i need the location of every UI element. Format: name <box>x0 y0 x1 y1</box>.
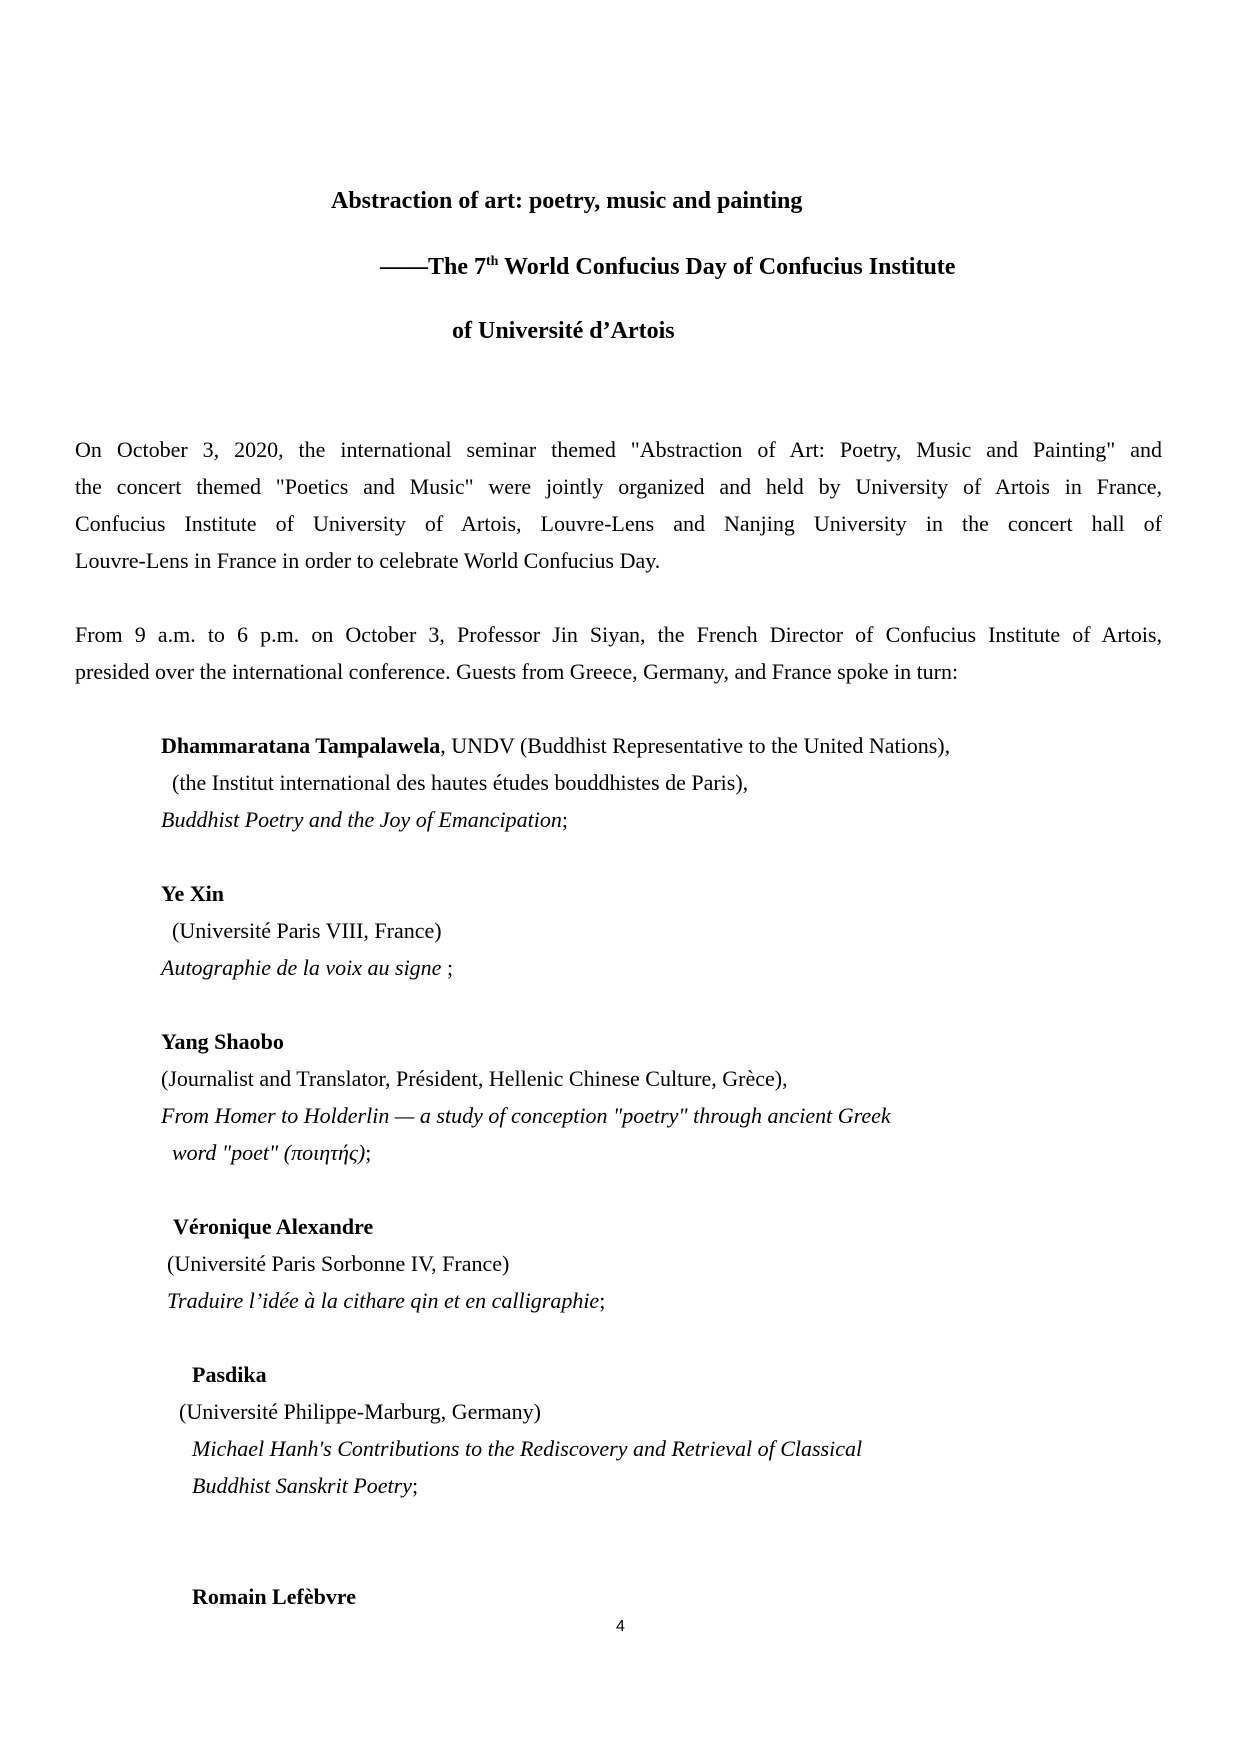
title-ordinal: The 7 <box>428 254 487 280</box>
title-superscript: th <box>486 254 499 269</box>
talk-title: Traduire l’idée à la cithare qin et en calligraphie <box>167 1288 600 1313</box>
speaker-talk <box>192 1467 418 1504</box>
intro-paragraph <box>75 431 1162 579</box>
paragraph-line: the concert themed "Poetics and Music" were jointly organized and held by University of Artois in France, <box>75 474 1162 499</box>
speaker-affiliation: (Université Philippe-Marburg, Germany) <box>179 1399 541 1424</box>
speaker-name: Yang Shaobo <box>161 1029 284 1054</box>
title-dash: —— <box>380 254 428 280</box>
talk-title: Autographie de la voix au signe <box>161 955 442 980</box>
talk-title: Buddhist Poetry and the Joy of Emancipation <box>161 807 562 832</box>
schedule-paragraph <box>75 616 1162 690</box>
speaker-name: Ye Xin <box>161 881 224 906</box>
speaker-talk <box>161 949 453 986</box>
talk-punct: ; <box>599 1288 606 1313</box>
talk-punct: ; <box>365 1140 372 1165</box>
speaker-talk <box>161 801 568 838</box>
speaker-role: , UNDV (Buddhist Representative to the United Nations), <box>440 733 951 758</box>
speaker-name-line <box>161 727 950 764</box>
speaker-name: Romain Lefèbvre <box>192 1584 356 1609</box>
talk-title: Michael Hanh's Contributions to the Rediscovery and Retrieval of Classical <box>192 1436 863 1461</box>
paragraph-line: presided over the international conference. Guests from Greece, Germany, and France spoke in turn: <box>75 659 959 684</box>
paragraph-line: On October 3, 2020, the international seminar themed "Abstraction of Art: Poetry, Music and Painting" and <box>75 437 1162 462</box>
page-number: 4 <box>616 1618 625 1635</box>
speaker-name: Véronique Alexandre <box>173 1214 374 1239</box>
title-line-2-rest: World Confucius Day of Confucius Institute <box>498 254 956 280</box>
speaker-affiliation: (the Institut international des hautes études bouddhistes de Paris), <box>172 770 749 795</box>
talk-title: From Homer to Holderlin — a study of conception "poetry" through ancient Greek <box>161 1103 891 1128</box>
speaker-name: Dhammaratana Tampalawela <box>161 733 441 758</box>
talk-title-continued: word "poet" (ποιητής) <box>172 1140 366 1165</box>
title-line-1: Abstraction of art: poetry, music and painting <box>331 188 803 214</box>
speaker-affiliation: (Université Paris VIII, France) <box>172 918 442 943</box>
talk-punct: ; <box>561 807 568 832</box>
speaker-affiliation: (Journalist and Translator, Président, Hellenic Chinese Culture, Grèce), <box>161 1066 788 1091</box>
talk-punct: ; <box>441 955 454 980</box>
speaker-talk <box>172 1134 371 1171</box>
paragraph-line: Louvre-Lens in France in order to celebrate World Confucius Day. <box>75 548 661 573</box>
paragraph-line: From 9 a.m. to 6 p.m. on October 3, Professor Jin Siyan, the French Director of Confucius Institute of Artois, <box>75 622 1162 647</box>
speaker-name: Pasdika <box>192 1362 267 1387</box>
speaker-talk <box>167 1282 605 1319</box>
speaker-affiliation: (Université Paris Sorbonne IV, France) <box>167 1251 510 1276</box>
title-line-2 <box>380 254 955 281</box>
title-line-3: of Université d’Artois <box>452 318 675 344</box>
talk-title-continued: Buddhist Sanskrit Poetry <box>192 1473 412 1498</box>
talk-punct: ; <box>411 1473 419 1498</box>
paragraph-line: Confucius Institute of University of Artois, Louvre-Lens and Nanjing University in the concert hall of <box>75 511 1162 536</box>
